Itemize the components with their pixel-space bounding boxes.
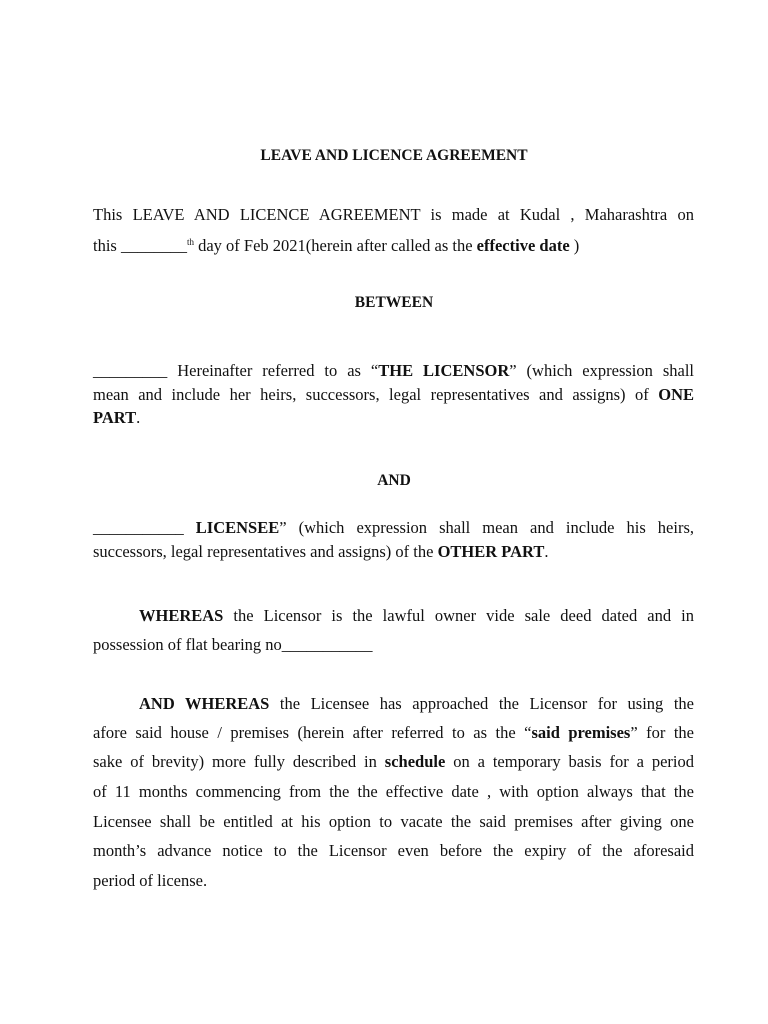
ordinal-suffix: th	[186, 237, 194, 247]
schedule-term: schedule	[384, 752, 446, 771]
licensee-term: LICENSEE	[195, 518, 280, 537]
intro-line-1: This LEAVE AND LICENCE AGREEMENT is made at Kudal , Maharashtra on	[93, 205, 694, 224]
and-whereas-line-5: Licensee shall be entitled at his option to vacate the said premises after giving one	[93, 812, 694, 831]
and-heading: AND	[377, 472, 411, 489]
said-premises-term: said premises	[531, 723, 631, 742]
whereas-term: WHEREAS	[139, 606, 224, 625]
licensee-line-1: ___________ LICENSEE” (which expression shall mean and include his heirs,	[93, 518, 695, 537]
and-whereas-line-2: afore said house / premises (herein after referred to as the “said premises” for the	[93, 723, 694, 742]
licensor-line-3: PART.	[93, 408, 141, 427]
between-heading: BETWEEN	[354, 294, 434, 311]
whereas-line-2: possession of flat bearing no___________	[93, 635, 373, 654]
and-whereas-line-6: month’s advance notice to the Licensor even before the expiry of the aforesaid	[93, 841, 694, 860]
and-whereas-line-3: sake of brevity) more fully described in schedule on a temporary basis for a period	[93, 752, 694, 771]
document-title: LEAVE AND LICENCE AGREEMENT	[260, 147, 528, 164]
licensor-line-1: _________ Hereinafter referred to as “THE LICENSOR” (which expression shall	[93, 361, 694, 380]
effective-date-term: effective date	[476, 236, 570, 255]
licensor-term: THE LICENSOR	[378, 361, 510, 380]
and-whereas-line-7: period of license.	[93, 871, 208, 890]
licensor-line-2: mean and include her heirs, successors, legal representatives and assigns) of ONE	[93, 385, 694, 404]
and-whereas-line-1: AND WHEREAS the Licensee has approached the Licensor for using the	[139, 694, 694, 713]
and-whereas-term: AND WHEREAS	[139, 694, 270, 713]
whereas-line-1: WHEREAS the Licensor is the lawful owner vide sale deed dated and in	[139, 606, 694, 625]
and-whereas-line-4: of 11 months commencing from the the effective date , with option always that the	[93, 782, 694, 801]
intro-line-2: this ________$^{th}$ day of Feb 2021(herein after called as the effective date )	[93, 236, 580, 255]
licensee-line-2: successors, legal representatives and assigns) of the OTHER PART.	[93, 542, 549, 561]
